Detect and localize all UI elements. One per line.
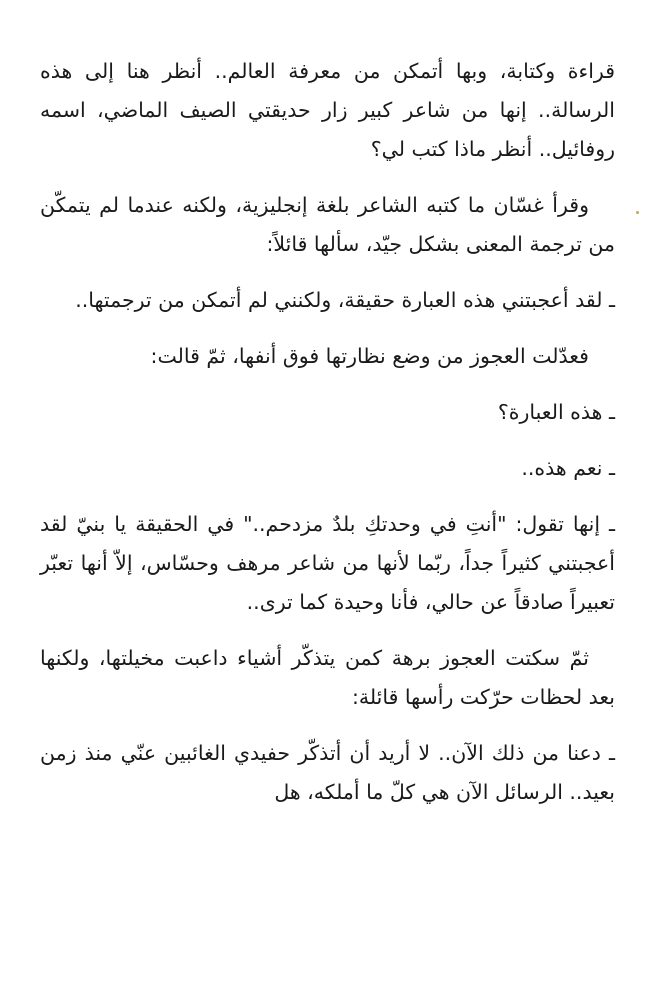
paragraph-8: ثمّ سكتت العجوز برهة كمن يتذكّر أشياء داعبت مخيلتها، ولكنها بعد لحظات حرّكت رأسها قائلة: — [40, 646, 615, 709]
paragraph-9: ـ دعنا من ذلك الآن.. لا أريد أن أتذكّر حفيدي الغائبين عنّي منذ زمن بعيد.. الرسائل الآن هي كلّ ما أملكه، هل — [40, 741, 615, 804]
margin-dot-mark — [636, 211, 639, 214]
paragraph-5: ـ هذه العبارة؟ — [497, 400, 615, 424]
paragraph-3: ـ لقد أعجبتني هذه العبارة حقيقة، ولكنني لم أتمكن من ترجمتها.. — [75, 288, 615, 312]
paragraph-2: وقرأ غسّان ما كتبه الشاعر بلغة إنجليزية، ولكنه عندما لم يتمكّن من ترجمة المعنى بشكل جيّد، سألها قائلاً: — [40, 193, 615, 256]
paragraph-7: ـ إنها تقول: "أنتِ في وحدتكِ بلدٌ مزدحم.." في الحقيقة يا بنيّ لقد أعجبتني كثيراً جداً، ربّما لأنها من شاعر مرهف وحسّاس، إلاّ أنها تعبّر تعبيراً صادقاً عن حالي، فأنا وحيدة كما ترى.. — [40, 512, 615, 614]
book-page-text — [40, 52, 615, 829]
paragraph-6: ـ نعم هذه.. — [521, 456, 615, 480]
paragraph-4: فعدّلت العجوز من وضع نظارتها فوق أنفها، ثمّ قالت: — [150, 344, 589, 368]
paragraph-1: قراءة وكتابة، وبها أتمكن من معرفة العالم.. أنظر هنا إلى هذه الرسالة.. إنها من شاعر كبير زار حديقتي الصيف الماضي، اسمه روفائيل.. أنظر ماذا كتب لي؟ — [40, 59, 615, 161]
